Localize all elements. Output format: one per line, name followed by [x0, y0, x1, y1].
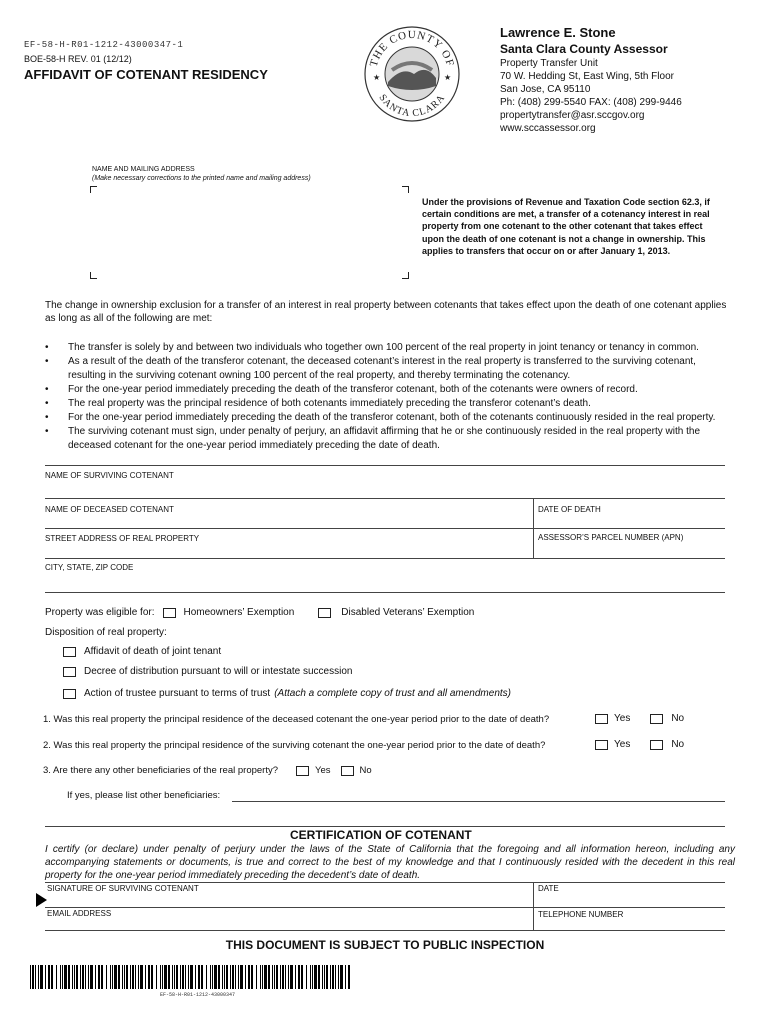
question-2: 2. Was this real property the principal residence of the surviving cotenant the one-year period prior to the date of death? [43, 740, 546, 751]
barcode-bar [172, 965, 173, 989]
affidavit-label: Affidavit of death of joint tenant [84, 646, 222, 657]
certification-heading: CERTIFICATION OF COTENANT [290, 828, 472, 842]
barcode-bar [30, 965, 31, 989]
barcode-bar [306, 965, 307, 989]
barcode-bar [240, 965, 243, 989]
barcode-bar [106, 965, 107, 989]
barcode-bar [314, 965, 317, 989]
q2-no-label: No [671, 739, 685, 750]
form-code: EF-58-H-R01-1212-43000347-1 [24, 40, 184, 50]
certification-text: I certify (or declare) under penalty of perjury under the laws of the State of California that the foregoing and all information hereon, including any accompanying statements or documents, is true and correct to the best of my knowledge and that I continuously resided with the decedent in this real property for the one-year period immediately preceding the decedent’s date of death. [45, 844, 735, 881]
surviving-cotenant-label: NAME OF SURVIVING COTENANT [45, 471, 174, 480]
disposition-label: Disposition of real property: [45, 627, 167, 638]
q3-no-checkbox[interactable] [341, 766, 354, 776]
divider [45, 592, 725, 593]
barcode-bar [40, 965, 43, 989]
apn-label: ASSESSOR’S PARCEL NUMBER (APN) [538, 533, 684, 542]
barcode-bar [322, 965, 323, 989]
barcode-bar [88, 965, 89, 989]
barcode-bar [256, 965, 257, 989]
question-1-answers [595, 713, 684, 724]
q1-yes-checkbox[interactable] [595, 714, 608, 724]
barcode-bar [190, 965, 193, 989]
email-field[interactable] [47, 918, 527, 930]
question-3: 3. Are there any other beneficiaries of the real property? [43, 765, 278, 776]
seal-bottom-text: SANTA CLARA [376, 92, 448, 120]
barcode-bar [35, 965, 36, 989]
barcode-bar [201, 965, 203, 989]
barcode-bar [176, 965, 178, 989]
barcode-bar [222, 965, 223, 989]
barcode-bar [276, 965, 278, 989]
q3-yes-checkbox[interactable] [296, 766, 309, 776]
list-item: • The surviving cotenant must sign, under penalty of perjury, an affidavit affirming that he or she continuously resided in the real property with the deceased cotenant for the one-year period immediately preceding the date of death. [45, 425, 735, 453]
city-state-zip-label: CITY, STATE, ZIP CODE [45, 563, 134, 572]
barcode-bar [126, 965, 128, 989]
barcode-bar [330, 965, 331, 989]
veterans-label: Disabled Veterans’ Exemption [341, 607, 475, 618]
barcode-bar [164, 965, 167, 989]
barcode-bar [248, 965, 250, 989]
barcode-bar [210, 965, 211, 989]
divider [45, 528, 725, 529]
assessor-title: Santa Clara County Assessor [500, 42, 668, 56]
assessor-unit: Property Transfer Unit [500, 58, 598, 69]
barcode-bar [324, 965, 325, 989]
eligibility-row [45, 607, 474, 618]
deceased-cotenant-label: NAME OF DECEASED COTENANT [45, 505, 174, 514]
barcode-bar [224, 965, 225, 989]
barcode-bar [45, 965, 46, 989]
barcode-bar [68, 965, 70, 989]
svg-text:★: ★ [444, 73, 452, 82]
barcode-bar [238, 965, 239, 989]
barcode-bar [290, 965, 293, 989]
barcode-bar [232, 965, 234, 989]
barcode-bar [340, 965, 343, 989]
barcode-bar [156, 965, 157, 989]
barcode-bar [138, 965, 139, 989]
q1-yes-label: Yes [614, 713, 631, 724]
assessor-name: Lawrence E. Stone [500, 25, 616, 40]
barcode-bar [280, 965, 281, 989]
intro-text: The change in ownership exclusion for a transfer of an interest in real property between cotenants that takes effect upon the death of one cotenant applies as long as all of the following are met: [45, 300, 727, 324]
disposition-option-3 [63, 688, 511, 699]
barcode-bar [218, 965, 220, 989]
deceased-cotenant-field[interactable] [45, 514, 530, 528]
barcode-bar [135, 965, 136, 989]
barcode-bar [124, 965, 125, 989]
disposition-option-2 [63, 666, 352, 677]
city-state-zip-field[interactable] [45, 573, 725, 591]
barcode-bar [182, 965, 184, 989]
divider [45, 882, 725, 883]
barcode-bar [118, 965, 120, 989]
barcode-bar [32, 965, 34, 989]
divider [45, 930, 725, 931]
barcode-bar [188, 965, 189, 989]
barcode-bar [185, 965, 186, 989]
barcode-bar [332, 965, 334, 989]
barcode-bar [114, 965, 117, 989]
barcode-bar [326, 965, 328, 989]
barcode-bar [74, 965, 75, 989]
q2-yes-checkbox[interactable] [595, 740, 608, 750]
divider [45, 558, 725, 559]
sign-here-arrow-icon [36, 893, 47, 907]
barcode-bar [56, 965, 57, 989]
barcode-bar [310, 965, 311, 989]
signature-label: SIGNATURE OF SURVIVING COTENANT [47, 884, 199, 893]
assessor-address-line1: 70 W. Hedding St, East Wing, 5th Floor [500, 71, 674, 82]
barcode-bar [288, 965, 289, 989]
decree-label: Decree of distribution pursuant to will or intestate succession [84, 666, 353, 677]
address-corner-bottom-right [402, 272, 409, 279]
barcode-bar [72, 965, 73, 989]
barcode-bar [51, 965, 53, 989]
barcode-bar [82, 965, 84, 989]
barcode-bar [195, 965, 196, 989]
barcode-bar [272, 965, 273, 989]
divider [45, 498, 725, 499]
date-of-death-field[interactable] [538, 514, 723, 528]
barcode-text: EF-58-H-R01-1212-43000347 [160, 992, 236, 998]
barcode-bar [295, 965, 296, 989]
barcode-bar [251, 965, 253, 989]
date-label: DATE [538, 884, 559, 893]
trustee-label: Action of trustee pursuant to terms of trust [84, 688, 271, 699]
apn-field[interactable] [538, 543, 723, 557]
conditions-list [45, 341, 735, 453]
list-item: • The real property was the principal residence of both cotenants immediately preceding the transferor cotenant’s death. [45, 397, 735, 411]
barcode-bar [112, 965, 113, 989]
barcode-bar [298, 965, 300, 989]
q1-no-label: No [671, 713, 685, 724]
barcode-bar [348, 965, 350, 989]
county-seal-logo [362, 22, 462, 122]
barcode-bar [268, 965, 270, 989]
q3-no-label: No [359, 765, 372, 776]
trustee-checkbox[interactable] [63, 689, 76, 699]
disposition-option-1 [63, 646, 221, 657]
divider [45, 465, 725, 466]
barcode-bar [48, 965, 50, 989]
barcode-bar [338, 965, 339, 989]
barcode-bar [95, 965, 96, 989]
veterans-checkbox[interactable] [318, 608, 331, 618]
q1-no-checkbox[interactable] [650, 714, 663, 724]
svg-text:★: ★ [373, 73, 381, 82]
address-note: (Make necessary corrections to the printed name and mailing address) [92, 175, 311, 182]
date-field[interactable] [538, 893, 723, 907]
barcode-bar [76, 965, 78, 989]
barcode-bar [345, 965, 346, 989]
question-3-row [43, 765, 372, 776]
affidavit-checkbox[interactable] [63, 647, 76, 657]
divider [45, 826, 725, 827]
street-address-field[interactable] [45, 543, 530, 557]
barcode-bar [122, 965, 123, 989]
beneficiaries-field[interactable] [232, 801, 725, 802]
barcode-bar [60, 965, 61, 989]
homeowners-label: Homeowners’ Exemption [183, 607, 295, 618]
barcode-bar [230, 965, 231, 989]
barcode-bar [130, 965, 131, 989]
barcode-bar [162, 965, 163, 989]
barcode-bar [132, 965, 134, 989]
barcode-bar [301, 965, 303, 989]
barcode-bar [245, 965, 246, 989]
question-2-answers [595, 739, 684, 750]
barcode-bar [235, 965, 236, 989]
seal-top-text: THE COUNTY OF [367, 28, 457, 69]
barcode-bar [145, 965, 146, 989]
barcode-bar [198, 965, 200, 989]
barcode-bar [62, 965, 63, 989]
address-corner-top-left [90, 186, 97, 193]
q2-yes-label: Yes [614, 739, 631, 750]
barcode-bar [90, 965, 93, 989]
assessor-phone: Ph: (408) 299-5540 FAX: (408) 299-9446 [500, 97, 682, 108]
barcode-bar [101, 965, 103, 989]
assessor-website: www.sccassessor.org [500, 123, 596, 134]
decree-checkbox[interactable] [63, 667, 76, 677]
divider [533, 882, 534, 930]
q2-no-checkbox[interactable] [650, 740, 663, 750]
barcode-bar [140, 965, 143, 989]
barcode-bar [260, 965, 261, 989]
barcode-bar [312, 965, 313, 989]
barcode-bar [168, 965, 170, 989]
barcode-bar [226, 965, 228, 989]
street-address-label: STREET ADDRESS OF REAL PROPERTY [45, 534, 200, 543]
trustee-note: (Attach a complete copy of trust and all amendments) [274, 688, 511, 699]
public-inspection-notice: THIS DOCUMENT IS SUBJECT TO PUBLIC INSPECTION [225, 938, 545, 952]
barcode-bar [285, 965, 286, 989]
page-title: AFFIDAVIT OF COTENANT RESIDENCY [24, 67, 268, 82]
barcode-bar [180, 965, 181, 989]
barcode [30, 965, 356, 989]
assessor-email: propertytransfer@asr.sccgov.org [500, 110, 645, 121]
barcode-bar [282, 965, 284, 989]
question-1: 1. Was this real property the principal residence of the deceased cotenant the one-year period prior to the date of death? [43, 714, 550, 725]
barcode-bar [160, 965, 161, 989]
telephone-field[interactable] [538, 918, 723, 930]
barcode-bar [174, 965, 175, 989]
signature-field[interactable] [50, 893, 528, 907]
q3-yes-label: Yes [315, 765, 331, 776]
barcode-bar [206, 965, 207, 989]
surviving-cotenant-field[interactable] [45, 480, 725, 496]
barcode-bar [98, 965, 100, 989]
barcode-bar [85, 965, 86, 989]
barcode-bar [38, 965, 39, 989]
list-item: • The transfer is solely by and between two individuals who together own 100 percent of the real property in joint tenancy or tenancy in common. [45, 341, 735, 355]
homeowners-checkbox[interactable] [163, 608, 176, 618]
barcode-bar [335, 965, 336, 989]
list-item: • For the one-year period immediately preceding the death of the transferor cotenant, both of the cotenants continuously resided in the real property. [45, 411, 735, 425]
divider [45, 907, 725, 908]
barcode-bar [110, 965, 111, 989]
barcode-bar [151, 965, 153, 989]
eligibility-label: Property was eligible for: [45, 607, 155, 618]
list-item: • As a result of the death of the transferor cotenant, the deceased cotenant’s interest in the real property is transferred to the surviving cotenant, resulting in the surviving cotenant owning 100 percent of the real property, and thereby terminating the cotenancy. [45, 355, 735, 383]
barcode-bar [212, 965, 213, 989]
form-number: BOE-58-H REV. 01 (12/12) [24, 54, 132, 64]
address-corner-bottom-left [90, 272, 97, 279]
assessor-address-line2: San Jose, CA 95110 [500, 84, 591, 95]
barcode-bar [264, 965, 267, 989]
barcode-bar [214, 965, 217, 989]
address-label: NAME AND MAILING ADDRESS [92, 166, 195, 173]
barcode-bar [80, 965, 81, 989]
barcode-bar [64, 965, 67, 989]
telephone-label: TELEPHONE NUMBER [538, 910, 624, 919]
barcode-bar [148, 965, 150, 989]
barcode-bar [262, 965, 263, 989]
barcode-bar [274, 965, 275, 989]
email-label: EMAIL ADDRESS [47, 909, 112, 918]
date-of-death-label: DATE OF DEATH [538, 505, 601, 514]
barcode-bar [318, 965, 320, 989]
provision-text: Under the provisions of Revenue and Taxation Code section 62.3, if certain conditions are met, a transfer of a cotenancy interest in real property from one cotenant to the other cotenant that takes effect upon the death of one cotenant is not a change in ownership. This applies to transfers that occur on or after January 1, 2013. [422, 197, 710, 256]
list-item: • For the one-year period immediately preceding the death of the transferor cotenant, both of the cotenants were owners of record. [45, 383, 735, 397]
beneficiaries-label: If yes, please list other beneficiaries: [67, 790, 221, 801]
address-corner-top-right [402, 186, 409, 193]
